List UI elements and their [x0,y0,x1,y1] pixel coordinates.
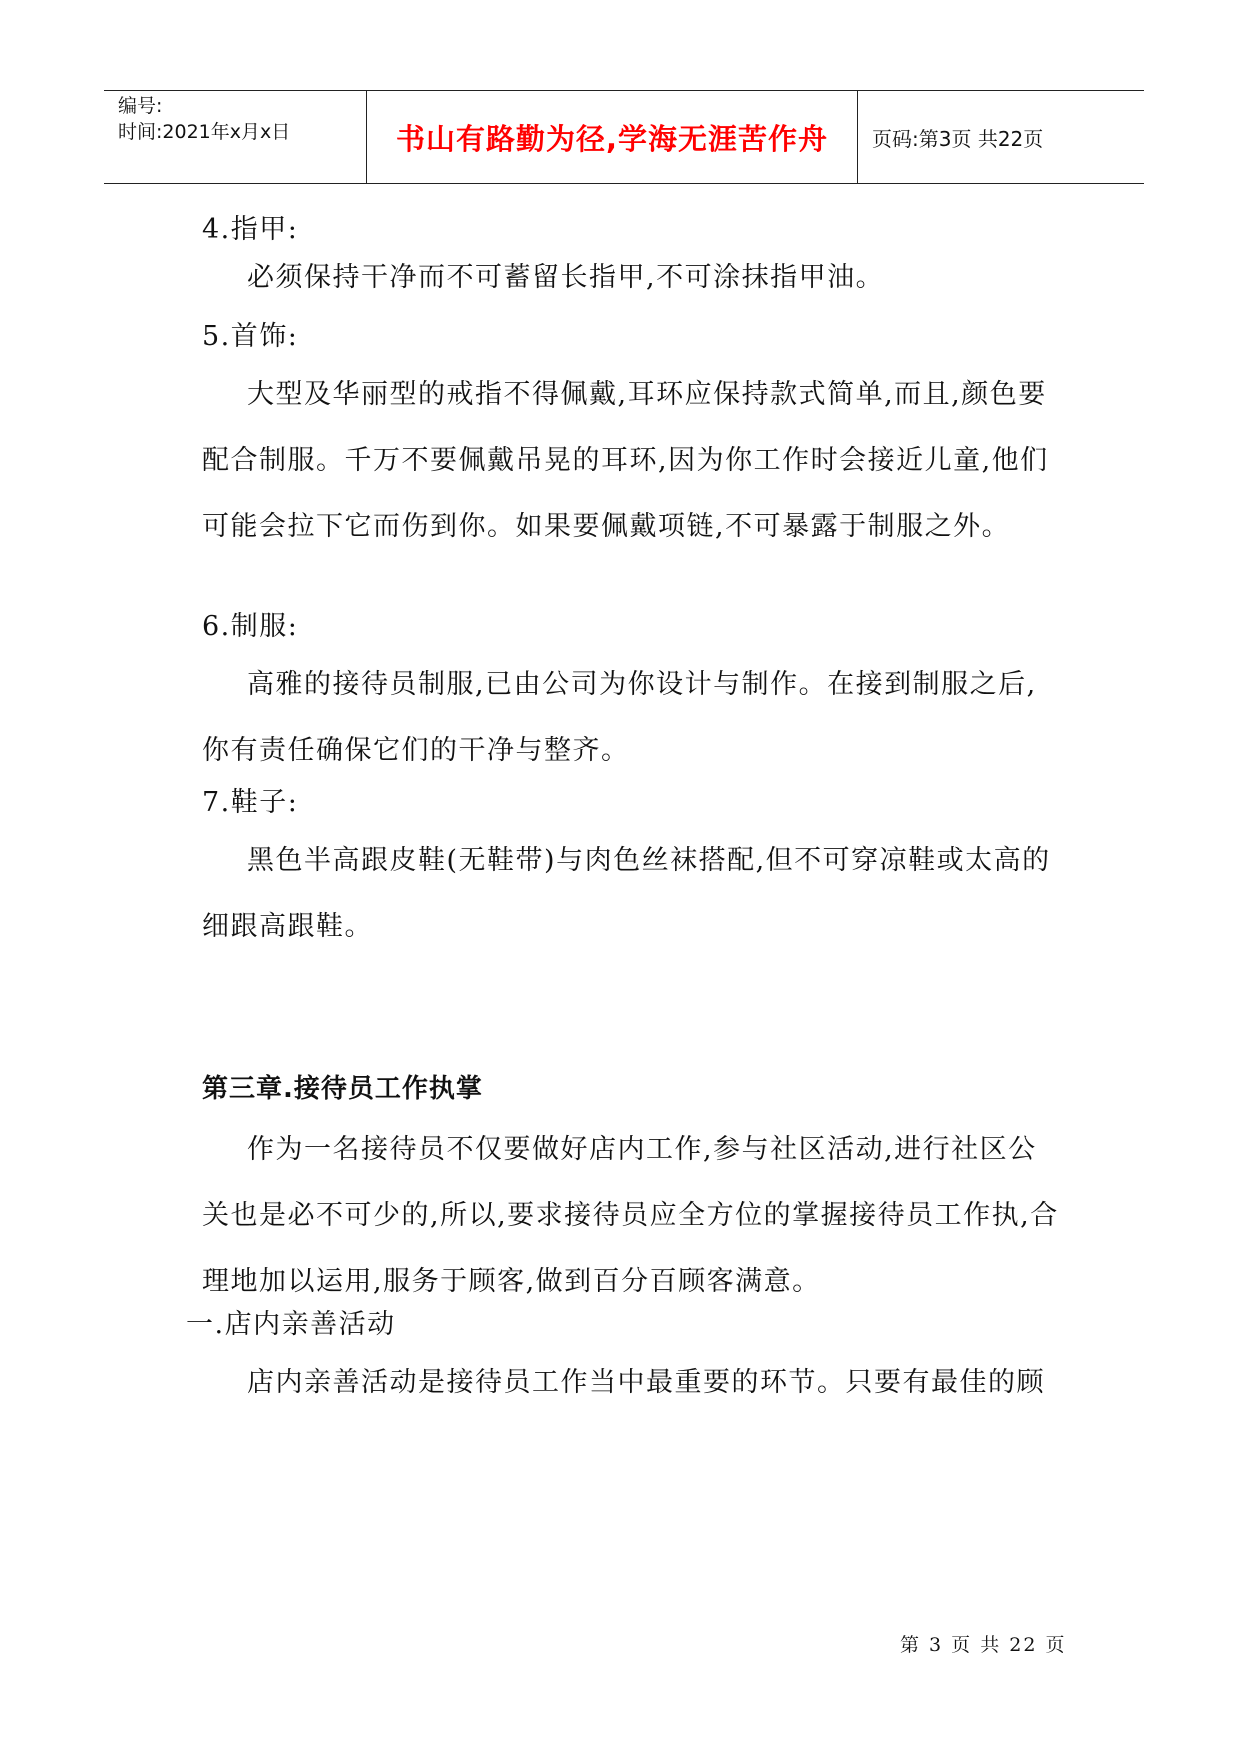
header-meta [104,91,367,183]
section1-title: 一.店内亲善活动 [186,1309,396,1340]
time-label: 时间:2021年x月x日 [118,121,291,143]
item5-title: 5.首饰: [202,321,299,352]
page-header [104,90,1144,184]
section1-text: 店内亲善活动是接待员工作当中最重要的环节。只要有最佳的顾 [247,1367,1045,1398]
chapter-title: 第三章.接待员工作执掌 [202,1074,483,1104]
item5-text: 大型及华丽型的戒指不得佩戴,耳环应保持款式简单,而且,颜色要配合制服。千万不要佩戴吊晃的耳环,因为你工作时会接近儿童,他们可能会拉下它而伤到你。如果要佩戴项链,不可暴露于制服之外。 [202,379,1049,542]
item6-text: 高雅的接待员制服,已由公司为你设计与制作。在接到制服之后,你有责任确保它们的干净与整齐。 [202,669,1037,766]
item7-title: 7.鞋子: [202,787,299,818]
item7-text: 黑色半高跟皮鞋(无鞋带)与肉色丝袜搭配,但不可穿凉鞋或太高的细跟高跟鞋。 [202,845,1051,942]
item4-text: 必须保持干净而不可蓄留长指甲,不可涂抹指甲油。 [247,262,885,293]
chapter-intro: 作为一名接待员不仅要做好店内工作,参与社区活动,进行社区公关也是必不可少的,所以,要求接待员应全方位的掌握接待员工作执,合理地加以运用,服务于顾客,做到百分百顾客满意。 [202,1134,1059,1297]
number-label: 编号: [118,95,163,117]
header-page-info: 页码:第3页 共22页 [872,126,1044,151]
header-motto: 书山有路勤为径,学海无涯苦作舟 [367,91,858,183]
item6-title: 6.制服: [202,611,299,642]
page-footer: 第 3 页 共 22 页 [900,1634,1067,1656]
item4-title: 4.指甲: [202,214,299,245]
